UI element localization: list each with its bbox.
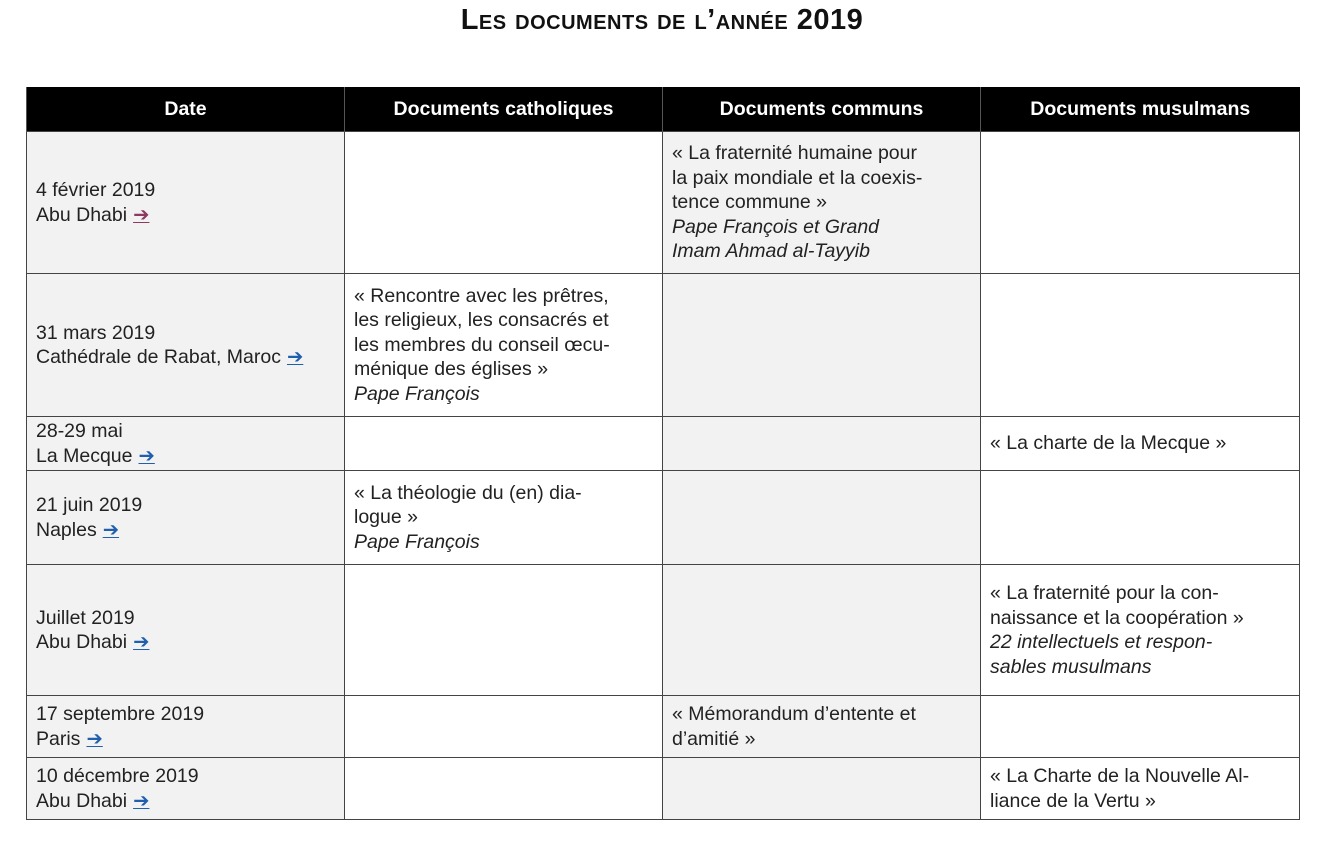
table-row [27, 565, 1300, 696]
event-place [36, 345, 335, 370]
event-place-label: La Mecque [36, 444, 133, 467]
document-author: 22 intellectuels et respon- [990, 631, 1213, 653]
document-title-line: d’amitié » [672, 727, 756, 750]
document-title-line: ménique des églises » [354, 358, 549, 381]
muslim-document-cell [981, 758, 1300, 820]
muslim-document-cell [981, 471, 1300, 565]
document-author: Pape François et Grand [672, 215, 880, 238]
document-title-line: tence commune » [672, 191, 828, 214]
event-place [36, 727, 335, 752]
table-row [27, 274, 1300, 417]
catholic-document-cell [345, 274, 663, 417]
common-document-cell [663, 132, 981, 274]
date-cell [27, 132, 345, 274]
event-date: Juillet 2019 [36, 606, 135, 629]
muslim-document-cell [981, 132, 1300, 274]
date-cell [27, 696, 345, 758]
document-author: Pape François [354, 382, 480, 405]
table-row [27, 417, 1300, 471]
header-muslim-documents: Documents musulmans [981, 87, 1300, 132]
event-date: 10 décembre 2019 [36, 765, 199, 787]
event-place-label: Cathédrale de Rabat, Maroc [36, 346, 281, 368]
document-title-line: les membres du conseil œcu- [354, 333, 610, 356]
date-cell [27, 758, 345, 820]
arrow-right-icon[interactable]: ➔ [133, 203, 150, 226]
event-place-label: Abu Dhabi [36, 789, 128, 812]
event-place [36, 789, 335, 814]
muslim-document-cell [981, 696, 1300, 758]
common-document-cell [663, 471, 981, 565]
common-document-cell [663, 758, 981, 820]
event-date: 17 septembre 2019 [36, 703, 205, 725]
document-author: Imam Ahmad al-Tayyib [672, 240, 870, 263]
document-author: Pape François [354, 530, 480, 553]
document-title-line: « La fraternité pour la con- [990, 582, 1219, 604]
common-document-cell [663, 696, 981, 758]
event-place [36, 444, 335, 469]
catholic-document-cell [345, 696, 663, 758]
document-title-line: « Rencontre avec les prêtres, [354, 284, 609, 307]
header-date: Date [27, 87, 345, 132]
document-title-line: la paix mondiale et la coexis- [672, 166, 923, 189]
event-date: 21 juin 2019 [36, 494, 143, 516]
event-place-label: Naples [36, 518, 97, 541]
table-row [27, 758, 1300, 820]
table-row [27, 696, 1300, 758]
document-title-line: « La charte de la Mecque » [990, 432, 1227, 455]
header-catholic-documents: Documents catholiques [345, 87, 663, 132]
document-title-line: « La Charte de la Nouvelle Al- [990, 765, 1250, 787]
date-cell [27, 274, 345, 417]
catholic-document-cell [345, 132, 663, 274]
catholic-document-cell [345, 758, 663, 820]
document-title-line: naissance et la coopération » [990, 606, 1244, 629]
date-cell [27, 565, 345, 696]
event-place [36, 630, 335, 655]
date-cell [27, 471, 345, 565]
document-author: sables musulmans [990, 655, 1152, 678]
document-title-line: logue » [354, 506, 418, 529]
muslim-document-cell [981, 417, 1300, 471]
arrow-right-icon[interactable]: ➔ [133, 789, 150, 812]
document-title-line: « La théologie du (en) dia- [354, 481, 582, 504]
table-row [27, 471, 1300, 565]
date-cell [27, 417, 345, 471]
document-title-line: « La fraternité humaine pour [672, 142, 917, 165]
event-date: 4 février 2019 [36, 179, 156, 201]
header-common-documents: Documents communs [663, 87, 981, 132]
event-place [36, 518, 335, 543]
event-date: 31 mars 2019 [36, 321, 156, 344]
catholic-document-cell [345, 565, 663, 696]
event-place-label: Abu Dhabi [36, 631, 128, 653]
muslim-document-cell [981, 274, 1300, 417]
arrow-right-icon[interactable]: ➔ [138, 444, 155, 467]
muslim-document-cell [981, 565, 1300, 696]
arrow-right-icon[interactable]: ➔ [102, 518, 120, 541]
table-header-row [27, 87, 1300, 132]
common-document-cell [663, 274, 981, 417]
common-document-cell [663, 417, 981, 471]
arrow-right-icon[interactable]: ➔ [86, 727, 103, 750]
event-place-label: Abu Dhabi [36, 203, 128, 226]
event-date: 28-29 mai [36, 420, 123, 442]
event-place [36, 203, 335, 228]
catholic-document-cell [345, 417, 663, 471]
common-document-cell [663, 565, 981, 696]
documents-table [26, 87, 1300, 820]
arrow-right-icon[interactable]: ➔ [133, 631, 150, 653]
arrow-right-icon[interactable]: ➔ [286, 346, 304, 368]
page-title: Les documents de l’année 2019 [460, 4, 864, 36]
table-row [27, 132, 1300, 274]
event-place-label: Paris [36, 727, 81, 750]
document-title-line: liance de la Vertu » [990, 789, 1156, 812]
catholic-document-cell [345, 471, 663, 565]
document-title-line: « Mémorandum d’entente et [672, 703, 916, 725]
document-title-line: les religieux, les consacrés et [354, 309, 609, 332]
